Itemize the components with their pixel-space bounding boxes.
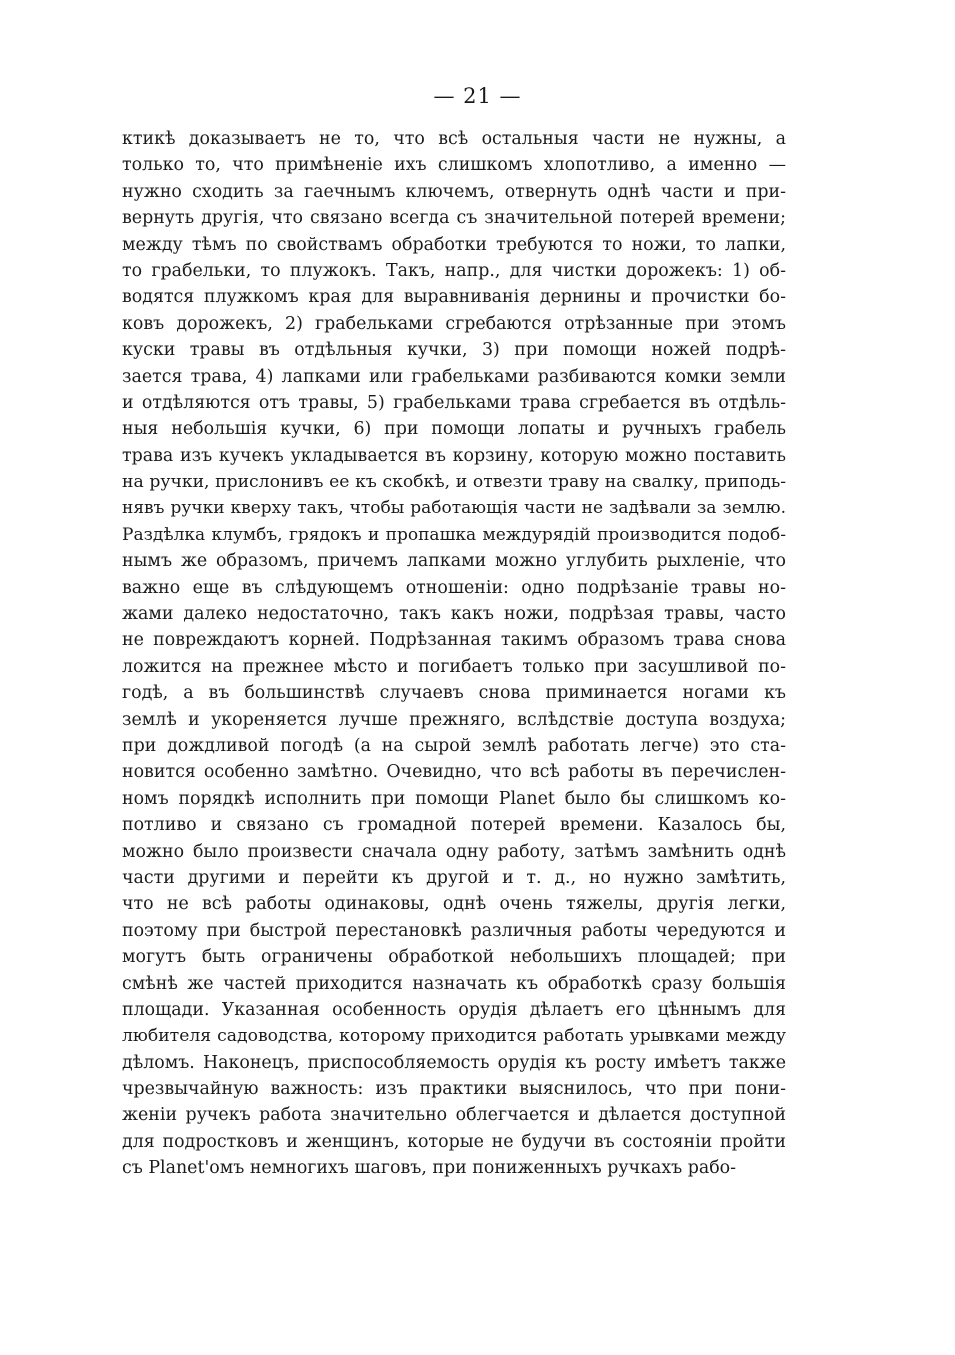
text-line: для подростковъ и женщинъ, которые не будучи въ состояніи пройти bbox=[122, 1131, 786, 1152]
text-line: при дождливой погодѣ (а на сырой землѣ работать легче) это ста- bbox=[122, 735, 786, 756]
text-line: вернуть другія, что связано всегда съ значительной потерей времени; bbox=[122, 208, 786, 229]
text-line: годѣ, а въ большинствѣ случаевъ снова приминается ногами къ bbox=[122, 683, 786, 704]
text-line: части другими и перейти къ другой и т. д., но нужно замѣтить, bbox=[122, 867, 786, 888]
text-line: только то, что примѣненіе ихъ слишкомъ хлопотливо, а именно — bbox=[122, 155, 786, 176]
text-line: чрезвычайную важность: изъ практики выяснилось, что при пони- bbox=[122, 1079, 786, 1100]
text-line: любителя садоводства, которому приходится работать урывками между bbox=[122, 1026, 786, 1047]
page-number: — 21 — bbox=[433, 84, 522, 108]
text-line: важно еще въ слѣдующемъ отношеніи: одно подрѣзаніе травы но- bbox=[122, 577, 786, 598]
text-line: нявъ ручки кверху такъ, чтобы работающія части не задѣвали за землю. bbox=[122, 498, 786, 519]
text-line: можно было произвести сначала одну работу, затѣмъ замѣнить однѣ bbox=[122, 841, 786, 862]
text-line: нужно сходить за гаечнымъ ключемъ, отвернуть однѣ части и при- bbox=[122, 181, 786, 202]
text-line: новится особенно замѣтно. Очевидно, что всѣ работы въ перечислен- bbox=[122, 762, 786, 783]
text-line: трава изъ кучекъ укладывается въ корзину, которую можно поставить bbox=[122, 445, 786, 466]
text-line: нымъ же образомъ, причемъ лапками можно углубить рыхленіе, что bbox=[122, 551, 786, 572]
text-line: поэтому при быстрой перестановкѣ различныя работы чередуются и bbox=[122, 920, 786, 941]
text-line: на ручки, прислонивъ ее къ скобкѣ, и отвезти траву на свалку, приподь- bbox=[122, 472, 786, 493]
body-text bbox=[122, 126, 786, 1182]
text-line: ктикѣ доказываетъ не то, что всѣ остальныя части не нужны, а bbox=[122, 129, 786, 149]
text-line: смѣнѣ же частей приходится назначать къ обработкѣ сразу большія bbox=[122, 973, 786, 994]
text-line: что не всѣ работы одинаковы, однѣ очень тяжелы, другія легки, bbox=[122, 894, 786, 915]
text-line: водятся плужкомъ края для выравниванія дернины и прочистки бо- bbox=[122, 287, 786, 308]
text-line: ковъ дорожекъ, 2) грабельками сгребаются отрѣзанные при этомъ bbox=[122, 313, 786, 334]
text-line: землѣ и укореняется лучше прежняго, вслѣдствіе доступа воздуха; bbox=[122, 709, 786, 730]
text-line: съ Planet'омъ немногихъ шаговъ, при пониженныхъ ручкахъ рабо- bbox=[122, 1158, 737, 1179]
text-line: жами далеко недостаточно, такъ какъ ножи, подрѣзая травы, часто bbox=[122, 604, 786, 625]
text-line: и отдѣляются отъ травы, 5) грабельками трава сгребается въ отдѣль- bbox=[122, 392, 786, 413]
text-line: площади. Указанная особенность орудія дѣлаетъ его цѣннымъ для bbox=[122, 999, 786, 1020]
text-line: ныя небольшія кучки, 6) при помощи лопаты и ручныхъ грабель bbox=[122, 419, 786, 440]
text-line: куски травы въ отдѣльныя кучки, 3) при помощи ножей подрѣ- bbox=[122, 340, 786, 361]
text-line: не повреждаютъ корней. Подрѣзанная такимъ образомъ трава снова bbox=[122, 630, 786, 651]
text-line: женіи ручекъ работа значительно облегчается и дѣлается доступной bbox=[122, 1105, 786, 1126]
text-line: ложится на прежнее мѣсто и погибаетъ только при засушливой по- bbox=[122, 656, 786, 677]
text-line: дѣломъ. Наконецъ, приспособляемость орудія къ росту имѣетъ также bbox=[122, 1052, 786, 1073]
text-line: Раздѣлка клумбъ, грядокъ и пропашка междурядій производится подоб- bbox=[122, 524, 786, 545]
text-line: то грабельки, то плужокъ. Такъ, напр., для чистки дорожекъ: 1) об- bbox=[122, 260, 786, 281]
text-line: потливо и связано съ громадной потерей времени. Казалось бы, bbox=[122, 815, 786, 836]
text-line: зается трава, 4) лапками или грабельками разбиваются комки земли bbox=[122, 366, 786, 387]
text-line: могутъ быть ограничены обработкой небольшихъ площадей; при bbox=[122, 947, 786, 968]
text-line: между тѣмъ по свойствамъ обработки требуются то ножи, то лапки, bbox=[122, 234, 786, 255]
text-line: номъ порядкѣ исполнить при помощи Planet было бы слишкомъ ко- bbox=[122, 788, 786, 809]
